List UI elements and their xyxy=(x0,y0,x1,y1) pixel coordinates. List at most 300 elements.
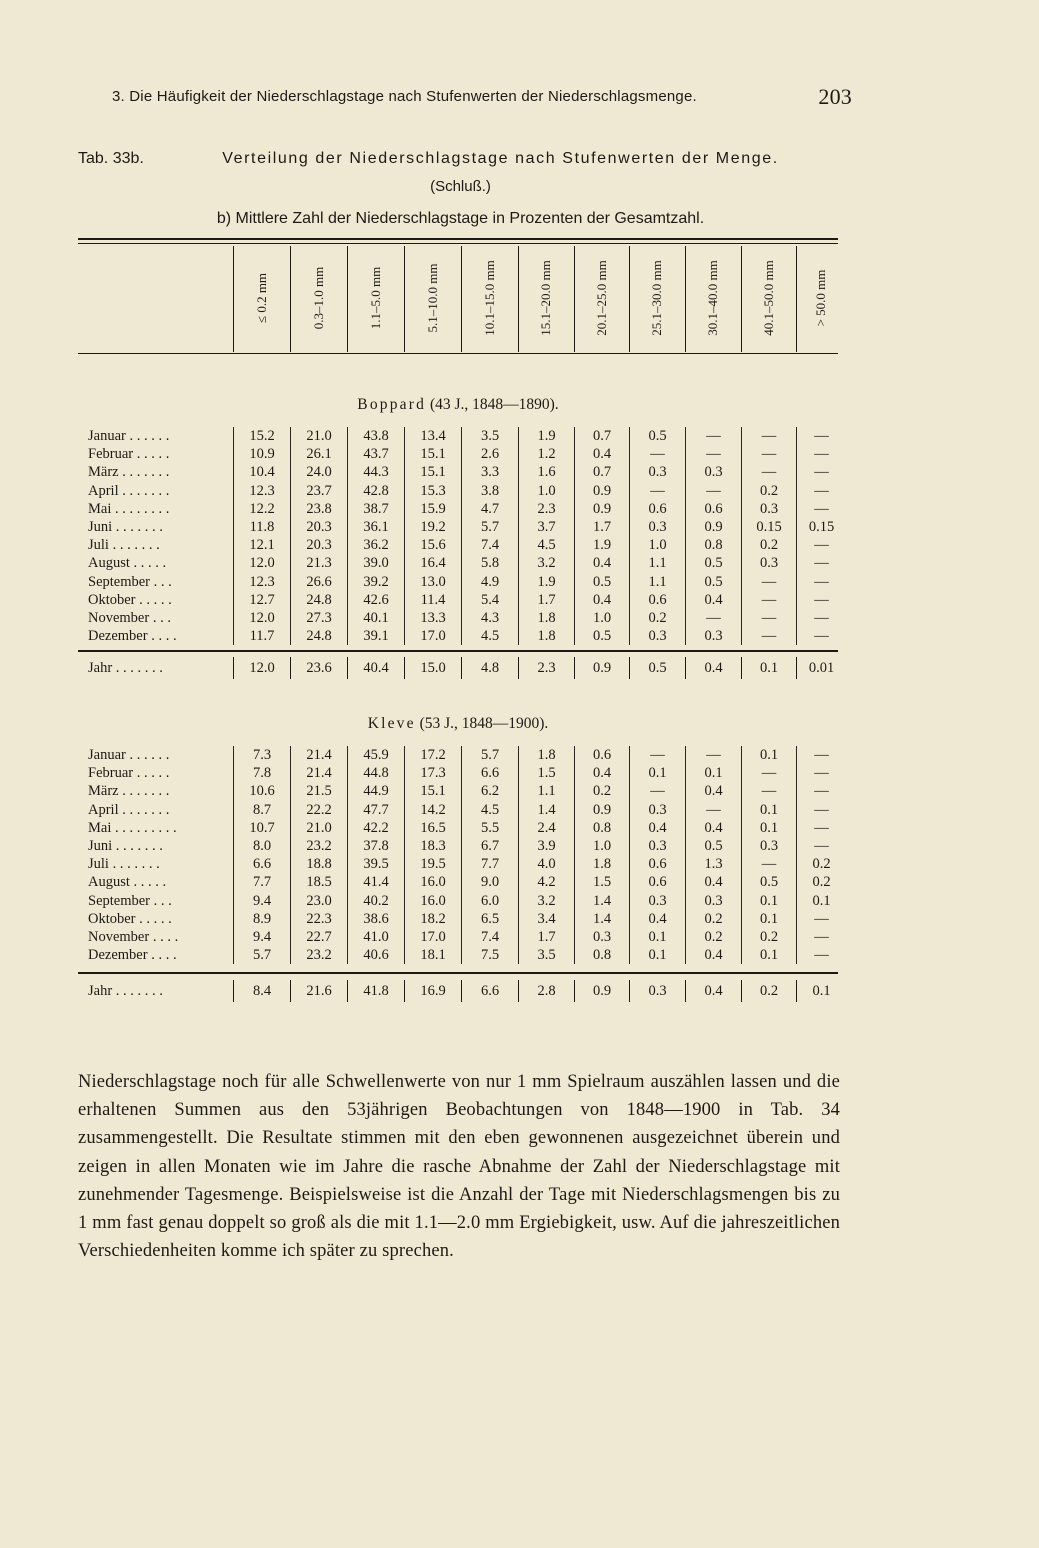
table-cell: 0.1 xyxy=(629,764,685,782)
table-cell: 18.1 xyxy=(404,946,461,964)
row-label: März . . . . . . . xyxy=(88,783,170,800)
table-cell: 44.3 xyxy=(347,463,404,481)
column-header: 30.1–40.0 mm xyxy=(705,260,720,336)
table-cell: 1.9 xyxy=(518,573,574,591)
table-cell: 6.7 xyxy=(461,837,518,855)
table-cell: — xyxy=(685,746,741,764)
table-cell: 17.2 xyxy=(404,746,461,764)
table-cell: — xyxy=(796,463,846,481)
table-cell: — xyxy=(629,746,685,764)
station-heading-boppard xyxy=(78,396,838,414)
table-cell: 1.4 xyxy=(574,892,629,910)
year-label: Jahr . . . . . . . xyxy=(88,660,163,676)
table-cell: 15.1 xyxy=(404,463,461,481)
table-cell: — xyxy=(741,573,796,591)
table-cell: 3.2 xyxy=(518,554,574,572)
year-cell: 2.3 xyxy=(518,657,574,679)
table-cell: 38.7 xyxy=(347,500,404,518)
table-cell: 10.6 xyxy=(233,782,290,800)
table-cell: — xyxy=(796,427,846,445)
table-cell: 7.5 xyxy=(461,946,518,964)
table-cell: 40.2 xyxy=(347,892,404,910)
year-cell: 0.3 xyxy=(629,980,685,1002)
table-cell: — xyxy=(629,782,685,800)
sum-rule-kleve xyxy=(78,972,838,974)
table-cell: 0.2 xyxy=(741,928,796,946)
year-cell: 23.6 xyxy=(290,657,347,679)
table-cell: 12.7 xyxy=(233,591,290,609)
table-cell: 1.0 xyxy=(574,837,629,855)
year-label: Jahr . . . . . . . xyxy=(88,983,163,999)
table-cell: 0.3 xyxy=(629,892,685,910)
table-cell: 5.4 xyxy=(461,591,518,609)
year-row-boppard xyxy=(88,657,846,679)
table-cell: 1.2 xyxy=(518,445,574,463)
column-separator xyxy=(741,246,742,352)
table-cell: 42.2 xyxy=(347,819,404,837)
table-cell: 0.2 xyxy=(685,910,741,928)
row-label: Januar . . . . . . xyxy=(88,747,170,763)
table-cell: 13.0 xyxy=(404,573,461,591)
table-cell: 36.1 xyxy=(347,518,404,536)
table-cell: 15.2 xyxy=(233,427,290,445)
table-cell: 0.8 xyxy=(685,536,741,554)
station-name: Kleve xyxy=(367,715,416,732)
table-cell: 0.2 xyxy=(741,482,796,500)
row-label: September . . . xyxy=(88,892,172,909)
table-cell: 13.3 xyxy=(404,609,461,627)
header-bottom-rule xyxy=(78,353,838,354)
table-cell: 0.4 xyxy=(685,782,741,800)
table-cell: 22.2 xyxy=(290,801,347,819)
table-cell: 7.4 xyxy=(461,536,518,554)
table-cell: 16.0 xyxy=(404,892,461,910)
table-cell: 40.1 xyxy=(347,609,404,627)
table-cell: — xyxy=(796,536,846,554)
table-cell: — xyxy=(741,463,796,481)
table-cell: 41.4 xyxy=(347,873,404,891)
table-cell: — xyxy=(796,928,846,946)
table-cell: 11.4 xyxy=(404,591,461,609)
year-cell: 21.6 xyxy=(290,980,347,1002)
table-cell: 1.8 xyxy=(518,609,574,627)
table-cell: 0.1 xyxy=(741,819,796,837)
table-cell: 4.0 xyxy=(518,855,574,873)
table-cell: 11.7 xyxy=(233,627,290,645)
table-title: Verteilung der Niederschlagstage nach Stufenwerten der Menge. xyxy=(222,150,779,167)
table-cell: 0.5 xyxy=(741,873,796,891)
table-cell: 1.7 xyxy=(518,928,574,946)
table-cell: — xyxy=(796,554,846,572)
table-cell: 0.2 xyxy=(796,873,846,891)
table-cell: 1.8 xyxy=(518,627,574,645)
year-cell: 0.4 xyxy=(685,980,741,1002)
table-cell: 1.7 xyxy=(518,591,574,609)
table-cell: 0.15 xyxy=(796,518,846,536)
table-cell: — xyxy=(685,482,741,500)
row-label: April . . . . . . . xyxy=(88,482,170,499)
table-cell: 10.9 xyxy=(233,445,290,463)
table-cell: 1.3 xyxy=(685,855,741,873)
year-cell: 0.9 xyxy=(574,657,629,679)
table-cell: 1.6 xyxy=(518,463,574,481)
row-label: Oktober . . . . . xyxy=(88,591,172,608)
column-header: > 50.0 mm xyxy=(813,269,828,327)
table-cell: — xyxy=(796,500,846,518)
year-cell: 0.5 xyxy=(629,657,685,679)
table-cell: 10.4 xyxy=(233,463,290,481)
table-cell: 0.7 xyxy=(574,463,629,481)
table-cell: 44.8 xyxy=(347,764,404,782)
table-cell: — xyxy=(685,427,741,445)
row-label: November . . . . xyxy=(88,928,179,945)
table-cell: — xyxy=(629,482,685,500)
row-label: Oktober . . . . . xyxy=(88,910,172,927)
table-subtitle: b) Mittlere Zahl der Niederschlagstage in Prozenten der Gesamtzahl. xyxy=(216,210,705,227)
table-cell: 0.3 xyxy=(741,500,796,518)
table-cell: 1.9 xyxy=(574,536,629,554)
table-cell: 5.7 xyxy=(233,946,290,964)
table-cell: 0.3 xyxy=(741,554,796,572)
table-cell: — xyxy=(796,837,846,855)
table-cell: 1.1 xyxy=(518,782,574,800)
table-cell: 22.7 xyxy=(290,928,347,946)
table-cell: 0.6 xyxy=(629,855,685,873)
table-cell: 0.7 xyxy=(574,427,629,445)
year-cell: 12.0 xyxy=(233,657,290,679)
table-cell: 1.7 xyxy=(574,518,629,536)
year-cell: 8.4 xyxy=(233,980,290,1002)
running-title: 3. Die Häufigkeit der Niederschlagstage nach Stufenwerten der Niederschlagsmenge. xyxy=(112,88,697,105)
table-cell: 0.5 xyxy=(685,573,741,591)
table-cell: 24.8 xyxy=(290,591,347,609)
row-label: April . . . . . . . xyxy=(88,801,170,818)
table-cell: 21.0 xyxy=(290,427,347,445)
table-cell: 0.2 xyxy=(629,609,685,627)
column-header: 5.1–10.0 mm xyxy=(424,263,440,333)
row-label: Dezember . . . . xyxy=(88,947,177,964)
table-cell: 17.0 xyxy=(404,627,461,645)
table-cell: 7.7 xyxy=(233,873,290,891)
table-cell: 38.6 xyxy=(347,910,404,928)
table-cell: — xyxy=(685,609,741,627)
table-cell: 42.8 xyxy=(347,482,404,500)
table-cell: 9.0 xyxy=(461,873,518,891)
table-cell: 0.5 xyxy=(685,554,741,572)
row-label: Mai . . . . . . . . xyxy=(88,500,170,517)
column-separator xyxy=(518,246,519,352)
table-cell: — xyxy=(741,609,796,627)
table-cell: 7.4 xyxy=(461,928,518,946)
table-cell: 8.7 xyxy=(233,801,290,819)
top-rule-thick xyxy=(78,238,838,240)
table-cell: 22.3 xyxy=(290,910,347,928)
table-cell: 20.3 xyxy=(290,518,347,536)
table-cell: 4.9 xyxy=(461,573,518,591)
station-heading-kleve xyxy=(78,715,838,733)
table-cell: 17.0 xyxy=(404,928,461,946)
table-cell: 2.3 xyxy=(518,500,574,518)
table-cell: — xyxy=(741,591,796,609)
table-cell: 15.1 xyxy=(404,445,461,463)
year-cell: 0.2 xyxy=(741,980,796,1002)
table-cell: 0.1 xyxy=(685,764,741,782)
year-cell: 6.6 xyxy=(461,980,518,1002)
row-label: Juli . . . . . . . xyxy=(88,856,160,873)
table-cell: 4.5 xyxy=(518,536,574,554)
table-cell: — xyxy=(741,764,796,782)
station-name: Boppard xyxy=(357,396,427,413)
table-cell: — xyxy=(796,746,846,764)
table-cell: 1.5 xyxy=(518,764,574,782)
year-cell: 0.1 xyxy=(796,980,846,1002)
table-cell: 4.2 xyxy=(518,873,574,891)
column-header: 1.1–5.0 mm xyxy=(367,266,383,330)
table-cell: 39.5 xyxy=(347,855,404,873)
table-cell: 7.8 xyxy=(233,764,290,782)
row-label: Juni . . . . . . . xyxy=(88,518,163,535)
station-period: (53 J., 1848—1900). xyxy=(419,715,549,732)
table-cell: 5.7 xyxy=(461,746,518,764)
table-cell: 10.7 xyxy=(233,819,290,837)
table-cell: 8.9 xyxy=(233,910,290,928)
year-row-kleve xyxy=(88,980,846,1002)
top-rule-thin xyxy=(78,243,838,244)
year-cell: 0.4 xyxy=(685,657,741,679)
row-label: Juli . . . . . . . xyxy=(88,537,160,554)
table-continuation: (Schluß.) xyxy=(430,178,491,195)
table-cell: 0.3 xyxy=(685,463,741,481)
table-cell: 0.3 xyxy=(741,837,796,855)
table-caption xyxy=(78,150,843,168)
table-cell: 0.6 xyxy=(629,500,685,518)
year-cell: 41.8 xyxy=(347,980,404,1002)
row-label: Januar . . . . . . xyxy=(88,428,170,444)
column-separator xyxy=(461,246,462,352)
table-cell: 4.3 xyxy=(461,609,518,627)
table-cell: 13.4 xyxy=(404,427,461,445)
column-separator xyxy=(796,246,797,352)
table-cell: 15.1 xyxy=(404,782,461,800)
table-cell: 3.8 xyxy=(461,482,518,500)
table-cell: 0.1 xyxy=(741,946,796,964)
table-cell: 21.3 xyxy=(290,554,347,572)
table-cell: 1.8 xyxy=(518,746,574,764)
table-cell: 0.1 xyxy=(741,746,796,764)
table-cell: 0.1 xyxy=(629,946,685,964)
table-cell: 3.5 xyxy=(518,946,574,964)
table-cell: 15.3 xyxy=(404,482,461,500)
table-cell: 2.4 xyxy=(518,819,574,837)
table-cell: 3.5 xyxy=(461,427,518,445)
column-separator xyxy=(685,246,686,352)
table-cell: 0.4 xyxy=(685,946,741,964)
table-cell: 16.5 xyxy=(404,819,461,837)
table-cell: — xyxy=(796,609,846,627)
table-cell: 7.3 xyxy=(233,746,290,764)
column-header: 0.3–1.0 mm xyxy=(310,266,326,330)
table-cell: 15.6 xyxy=(404,536,461,554)
column-header: 20.1–25.0 mm xyxy=(593,260,609,336)
table-cell: 0.2 xyxy=(796,855,846,873)
table-cell: 39.2 xyxy=(347,573,404,591)
table-cell: 4.5 xyxy=(461,627,518,645)
page-number: 203 xyxy=(818,84,852,109)
column-header: 40.1–50.0 mm xyxy=(760,260,776,336)
table-cell: 21.4 xyxy=(290,764,347,782)
running-header xyxy=(112,84,852,109)
table-cell: 5.8 xyxy=(461,554,518,572)
table-cell: 0.1 xyxy=(741,910,796,928)
table-cell: 21.0 xyxy=(290,819,347,837)
table-cell: 0.3 xyxy=(629,837,685,855)
column-separator xyxy=(404,246,405,352)
table-cell: 6.5 xyxy=(461,910,518,928)
column-separator xyxy=(347,246,348,352)
year-cell: 0.01 xyxy=(796,657,846,679)
table-cell: 2.6 xyxy=(461,445,518,463)
body-paragraph: Niederschlagstage noch für alle Schwellenwerte von nur 1 mm Spielraum auszählen lassen und die erhaltenen Summen aus den 53jährigen Beobachtungen von 1848—1900 in Tab. 34 zusammengestellt. Die Resultate stimmen mit den eben gewonnenen ausgezeichnet überein und zeigen in allen Monaten wie im Jahre die rasche Abnahme der Zahl der Niederschlagstage mit zunehmender Tagesmenge. Beispielsweise ist die Anzahl der Tage mit Niederschlagsmengen bis zu 1 mm fast genau doppelt so groß als die mit 1.1—2.0 mm Ergiebigkeit, usw. Auf die jahreszeitlichen Verschiedenheiten komme ich später zu sprechen. xyxy=(78,1072,840,1262)
table-cell: 0.6 xyxy=(685,500,741,518)
table-cell: 5.5 xyxy=(461,819,518,837)
table-cell: 8.0 xyxy=(233,837,290,855)
column-separator xyxy=(629,246,630,352)
table-cell: 3.3 xyxy=(461,463,518,481)
row-label: November . . . xyxy=(88,609,171,626)
year-cell: 4.8 xyxy=(461,657,518,679)
column-header: 10.1–15.0 mm xyxy=(481,260,497,336)
table-cell: 6.6 xyxy=(461,764,518,782)
table-cell: — xyxy=(796,482,846,500)
table-cell: 1.4 xyxy=(574,910,629,928)
row-label: Juni . . . . . . . xyxy=(88,837,163,854)
table-cell: 0.6 xyxy=(629,591,685,609)
table-cell: 9.4 xyxy=(233,892,290,910)
table-cell: 39.1 xyxy=(347,627,404,645)
table-cell: — xyxy=(796,801,846,819)
year-cell: 2.8 xyxy=(518,980,574,1002)
table-cell: — xyxy=(741,627,796,645)
row-label: Februar . . . . . xyxy=(88,765,170,782)
table-cell: — xyxy=(796,819,846,837)
table-cell: 0.1 xyxy=(741,801,796,819)
column-header: ≤ 0.2 mm xyxy=(253,272,269,324)
table-cell: 9.4 xyxy=(233,928,290,946)
table-cell: 0.15 xyxy=(741,518,796,536)
table-cell: 47.7 xyxy=(347,801,404,819)
table-cell: 24.8 xyxy=(290,627,347,645)
table-cell: 0.2 xyxy=(685,928,741,946)
table-cell: 23.0 xyxy=(290,892,347,910)
table-cell: 0.4 xyxy=(629,910,685,928)
table-cell: 18.2 xyxy=(404,910,461,928)
table-cell: 0.8 xyxy=(574,946,629,964)
table-cell: 4.5 xyxy=(461,801,518,819)
table-cell: 43.7 xyxy=(347,445,404,463)
table-cell: 0.9 xyxy=(685,518,741,536)
table-cell: 0.4 xyxy=(574,445,629,463)
table-cell: 3.7 xyxy=(518,518,574,536)
table-cell: 43.8 xyxy=(347,427,404,445)
table-cell: 0.6 xyxy=(629,873,685,891)
table-cell: 15.9 xyxy=(404,500,461,518)
data-table-kleve xyxy=(88,746,846,964)
table-cell: 44.9 xyxy=(347,782,404,800)
table-cell: 12.3 xyxy=(233,573,290,591)
table-cell: — xyxy=(685,445,741,463)
table-cell: 0.3 xyxy=(685,892,741,910)
table-cell: 0.9 xyxy=(574,482,629,500)
table-cell: 19.5 xyxy=(404,855,461,873)
year-cell: 0.9 xyxy=(574,980,629,1002)
column-header: 25.1–30.0 mm xyxy=(649,260,664,336)
table-cell: 26.6 xyxy=(290,573,347,591)
table-cell: 11.8 xyxy=(233,518,290,536)
table-cell: 0.2 xyxy=(741,536,796,554)
year-cell: 40.4 xyxy=(347,657,404,679)
table-cell: 42.6 xyxy=(347,591,404,609)
table-cell: 0.1 xyxy=(629,928,685,946)
row-label: März . . . . . . . xyxy=(88,464,170,481)
table-cell: 3.4 xyxy=(518,910,574,928)
table-cell: 0.3 xyxy=(629,518,685,536)
table-cell: — xyxy=(796,445,846,463)
row-label: Dezember . . . . xyxy=(88,628,177,645)
column-separator xyxy=(233,246,234,352)
table-cell: 20.3 xyxy=(290,536,347,554)
table-cell: 40.6 xyxy=(347,946,404,964)
table-cell: — xyxy=(796,573,846,591)
table-cell: 18.5 xyxy=(290,873,347,891)
table-number: Tab. 33b. xyxy=(78,150,144,167)
column-header: 15.1–20.0 mm xyxy=(538,260,553,336)
table-cell: 19.2 xyxy=(404,518,461,536)
table-cell: 24.0 xyxy=(290,463,347,481)
table-cell: 23.2 xyxy=(290,946,347,964)
table-cell: 37.8 xyxy=(347,837,404,855)
table-cell: 23.8 xyxy=(290,500,347,518)
table-cell: 0.1 xyxy=(741,892,796,910)
table-cell: 0.4 xyxy=(685,819,741,837)
table-cell: 0.4 xyxy=(685,873,741,891)
table-cell: 0.4 xyxy=(629,819,685,837)
table-cell: — xyxy=(741,427,796,445)
year-cell: 0.1 xyxy=(741,657,796,679)
table-cell: 5.7 xyxy=(461,518,518,536)
table-cell: 1.0 xyxy=(518,482,574,500)
table-cell: — xyxy=(796,764,846,782)
table-cell: 18.8 xyxy=(290,855,347,873)
table-cell: 1.4 xyxy=(518,801,574,819)
table-cell: 26.1 xyxy=(290,445,347,463)
table-cell: 1.9 xyxy=(518,427,574,445)
table-cell: — xyxy=(741,782,796,800)
table-cell: 0.3 xyxy=(629,627,685,645)
year-cell: 15.0 xyxy=(404,657,461,679)
table-cell: 0.3 xyxy=(629,463,685,481)
table-cell: 12.2 xyxy=(233,500,290,518)
table-cell: — xyxy=(796,627,846,645)
table-cell: 16.4 xyxy=(404,554,461,572)
table-cell: 0.2 xyxy=(574,782,629,800)
table-cell: 0.9 xyxy=(574,801,629,819)
table-cell: 12.0 xyxy=(233,554,290,572)
table-cell: 41.0 xyxy=(347,928,404,946)
table-cell: 0.3 xyxy=(574,928,629,946)
table-cell: 0.8 xyxy=(574,819,629,837)
table-cell: 1.0 xyxy=(629,536,685,554)
table-cell: 0.4 xyxy=(574,554,629,572)
